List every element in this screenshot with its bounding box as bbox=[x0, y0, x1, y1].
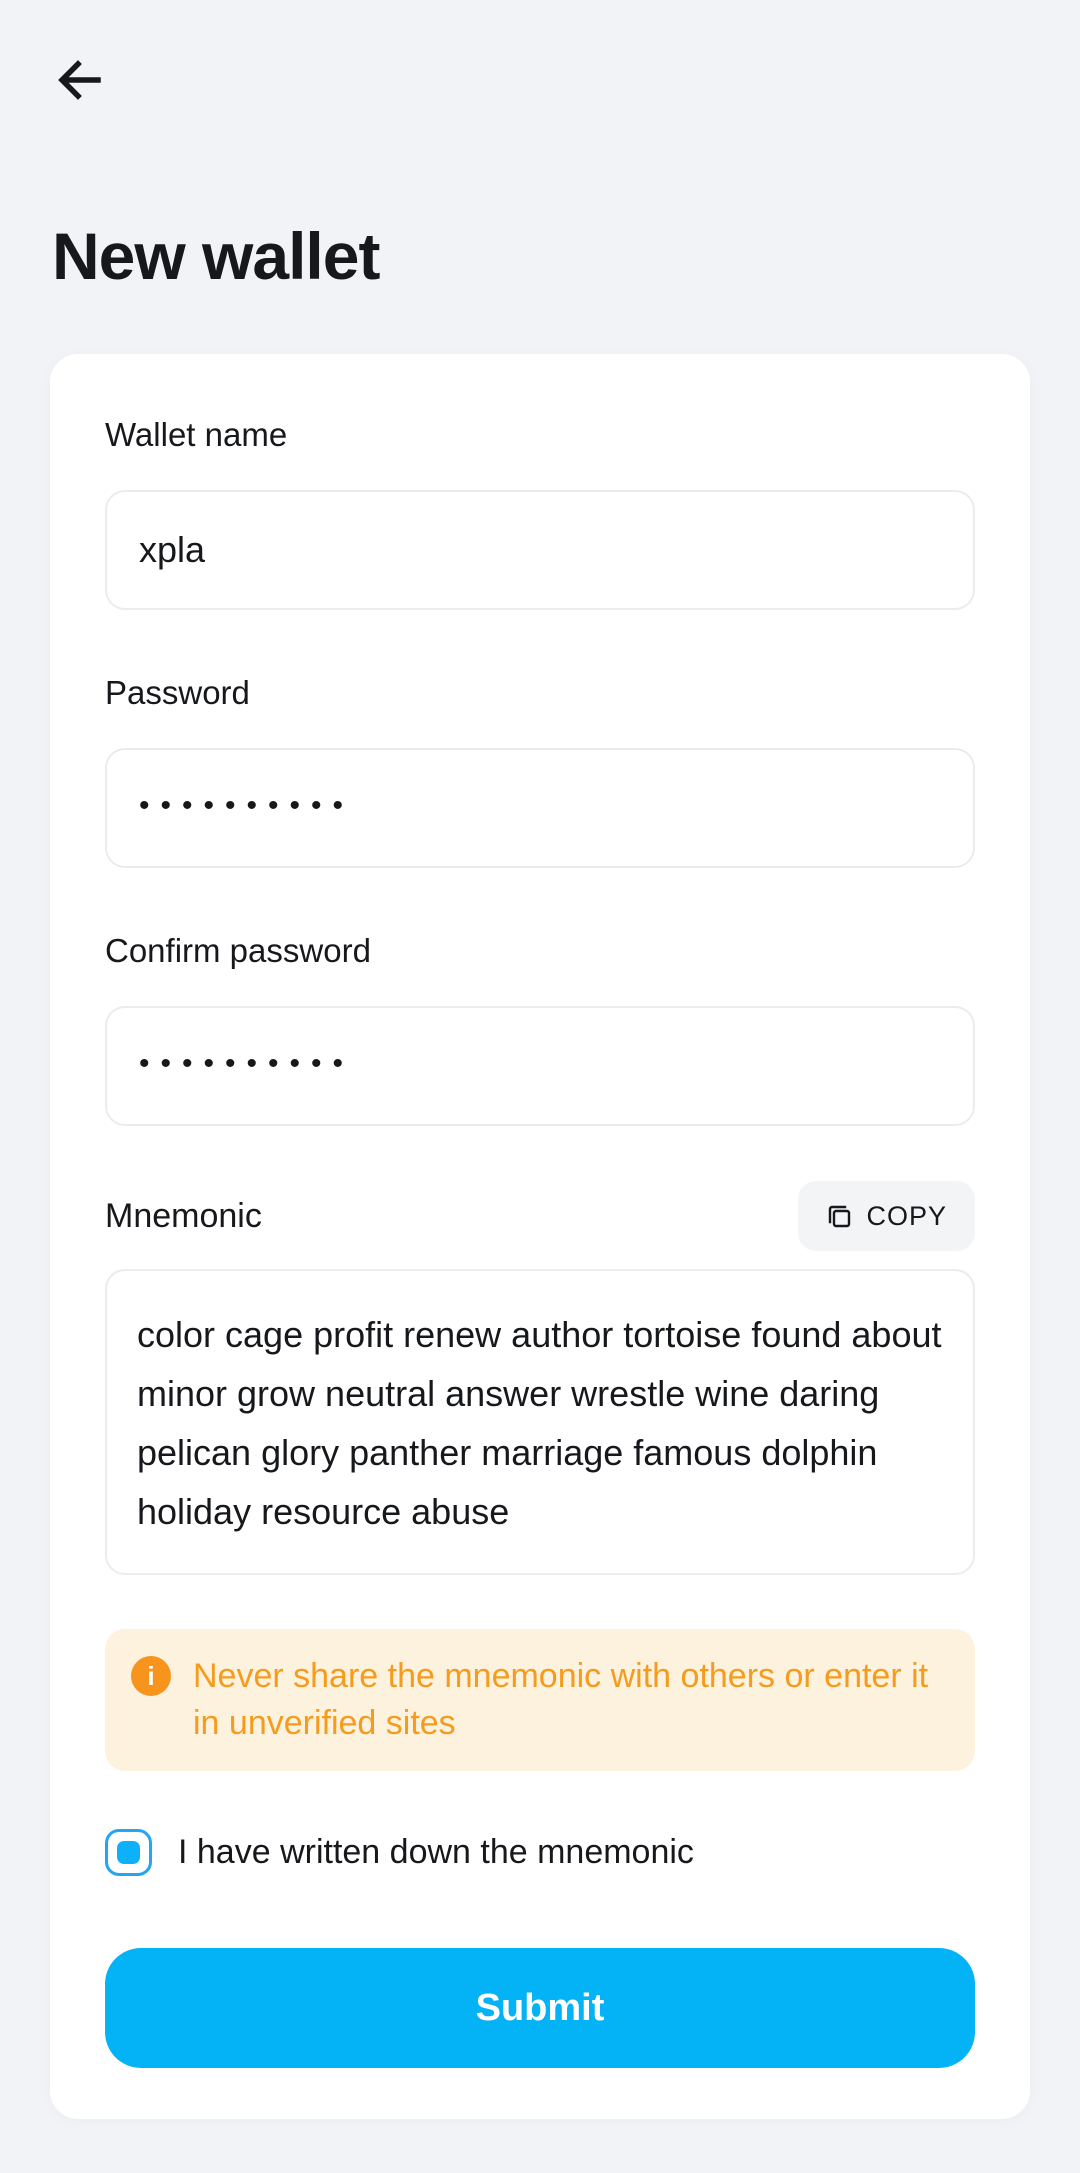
arrow-left-icon bbox=[54, 54, 106, 106]
password-label: Password bbox=[105, 674, 250, 711]
mnemonic-label: Mnemonic bbox=[105, 1197, 262, 1235]
copy-button-label: COPY bbox=[866, 1200, 947, 1231]
wallet-name-input[interactable] bbox=[105, 490, 975, 610]
password-input[interactable] bbox=[105, 748, 975, 868]
password-value: •••••••••• bbox=[139, 789, 355, 822]
info-icon: i bbox=[131, 1656, 171, 1696]
mnemonic-words: color cage profit renew author tortoise found about minor grow neutral answer wrestle wine daring pelican glory panther marriage famous dolphin holiday resource abuse bbox=[137, 1314, 942, 1532]
warning-banner bbox=[105, 1629, 975, 1771]
confirm-password-value: •••••••••• bbox=[139, 1047, 355, 1080]
new-wallet-form-card bbox=[50, 354, 1030, 2119]
mnemonic-textarea[interactable] bbox=[105, 1269, 975, 1575]
confirm-password-label: Confirm password bbox=[105, 932, 371, 969]
copy-icon bbox=[826, 1203, 853, 1230]
wallet-name-label: Wallet name bbox=[105, 416, 288, 453]
checkbox-check-mark bbox=[117, 1841, 140, 1864]
warning-text: Never share the mnemonic with others or enter it in unverified sites bbox=[193, 1657, 929, 1742]
page-title: New wallet bbox=[52, 219, 380, 293]
back-button[interactable] bbox=[50, 50, 110, 110]
confirm-password-input[interactable] bbox=[105, 1006, 975, 1126]
mnemonic-checkbox[interactable] bbox=[105, 1829, 152, 1876]
mnemonic-header-row bbox=[105, 1181, 975, 1251]
mnemonic-checkbox-label: I have written down the mnemonic bbox=[178, 1833, 694, 1871]
submit-button[interactable]: Submit bbox=[105, 1948, 975, 2068]
wallet-name-value: xpla bbox=[139, 529, 206, 570]
mnemonic-confirm-row[interactable] bbox=[105, 1829, 694, 1876]
new-wallet-screen bbox=[0, 50, 1080, 2173]
copy-button[interactable] bbox=[798, 1181, 975, 1251]
